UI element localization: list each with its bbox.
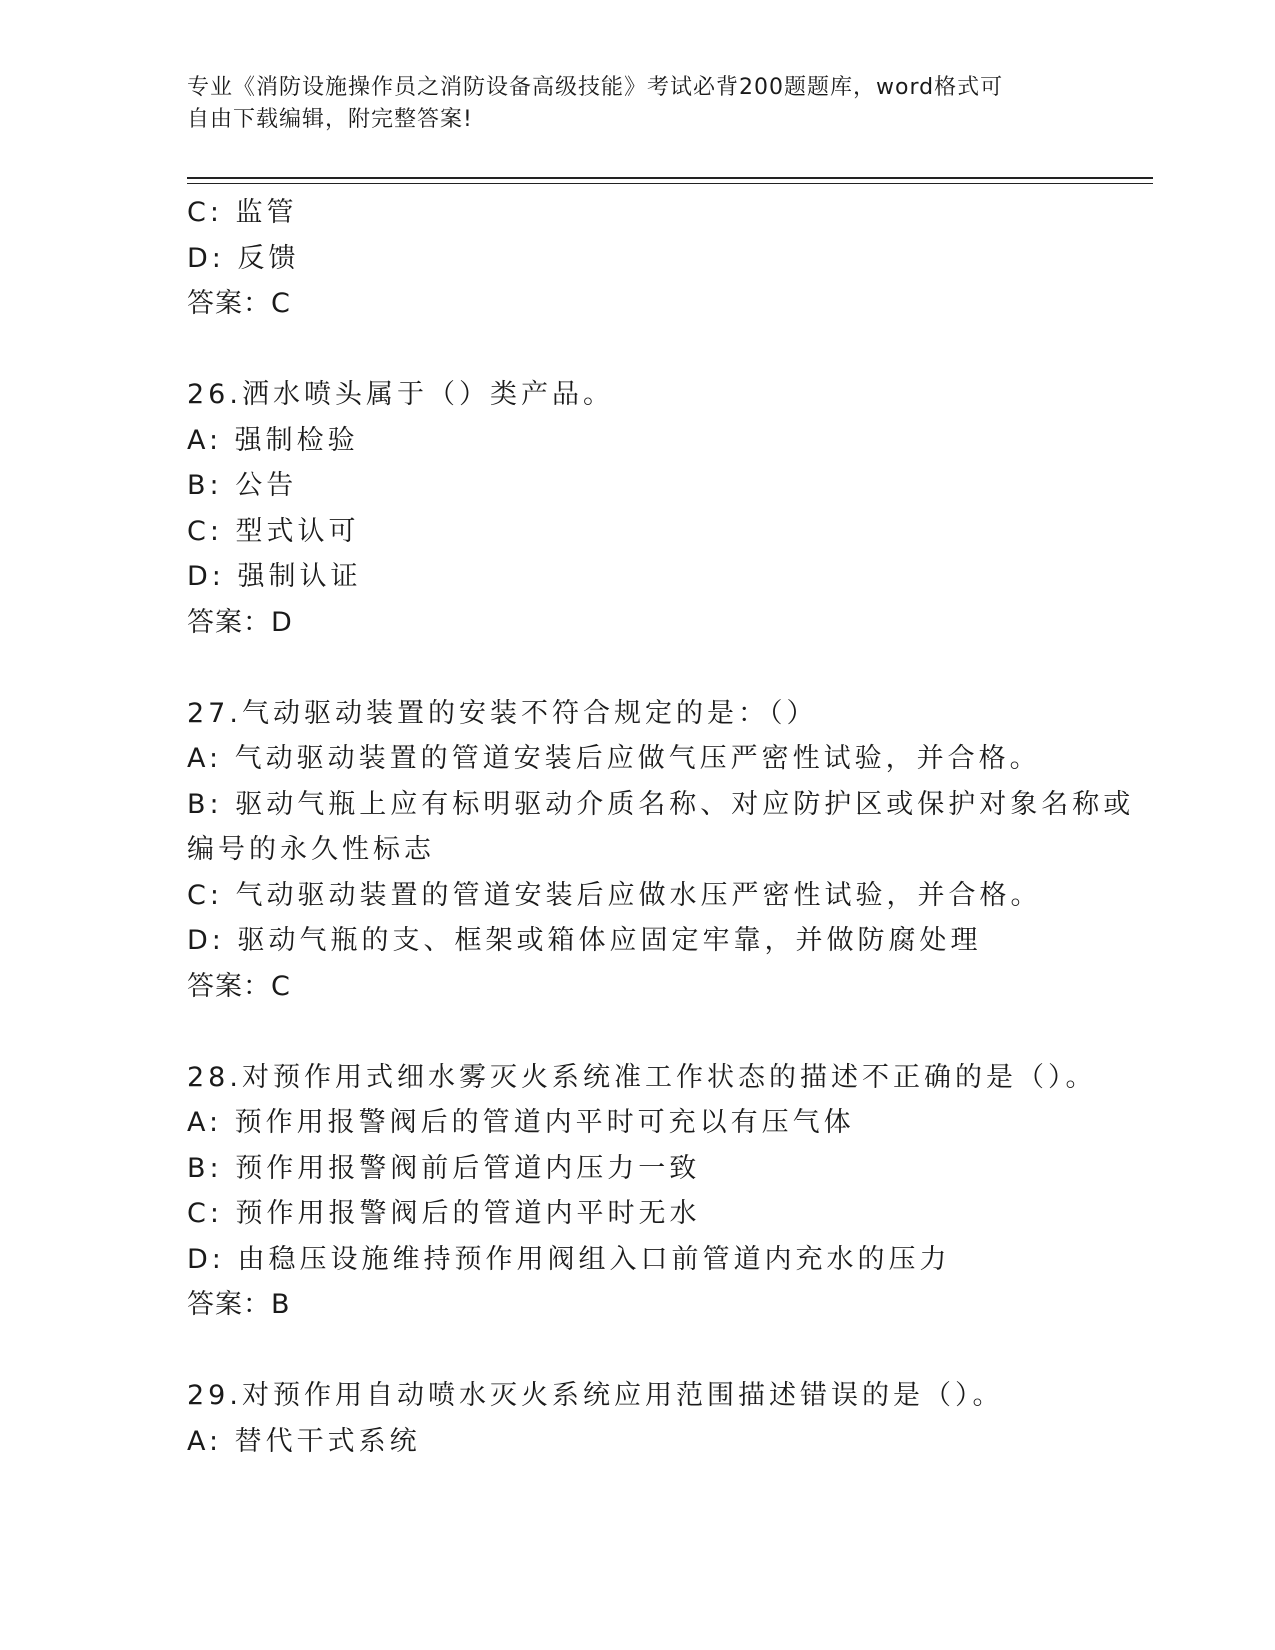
question-28 [187, 1055, 1097, 1328]
question-25-tail [187, 190, 1087, 327]
option-d: D: 由稳压设施维持预作用阀组入口前管道内充水的压力 [187, 1243, 951, 1275]
option-b: B: 预作用报警阀前后管道内压力一致 [187, 1152, 701, 1184]
option-c: C: 监管 [187, 197, 298, 228]
option-c: C: 型式认可 [187, 515, 360, 547]
question-list [187, 190, 1135, 1464]
question-29 [187, 1373, 1087, 1464]
option-d: D: 反馈 [187, 242, 300, 274]
question-stem: 29.对预作用自动喷水灭火系统应用范围描述错误的是（）。 [187, 1380, 1004, 1411]
option-d: D: 强制认证 [187, 561, 362, 592]
answer-label: 答案：C [187, 288, 291, 319]
header-title-line-1: 专业《消防设施操作员之消防设备高级技能》考试必背200题题库，word格式可 [187, 75, 1004, 100]
question-27 [187, 691, 1135, 1010]
option-b: B: 驱动气瓶上应有标明驱动介质名称、对应防护区或保护对象名称或 [187, 788, 1135, 820]
spacer [187, 327, 1087, 373]
spacer [187, 1328, 1087, 1374]
spacer [187, 645, 1087, 691]
document-header [187, 72, 1087, 136]
question-stem: 26.洒水喷头属于（）类产品。 [187, 379, 614, 410]
option-a: A: 强制检验 [187, 424, 359, 456]
option-a: A: 气动驱动装置的管道安装后应做气压严密性试验，并合格。 [187, 743, 1041, 774]
answer-label: 答案：C [187, 970, 291, 1002]
option-c: C: 预作用报警阀后的管道内平时无水 [187, 1198, 701, 1229]
option-c: C: 气动驱动装置的管道安装后应做水压严密性试验，并合格。 [187, 879, 1042, 911]
option-b-continued: 编号的永久性标志 [187, 834, 435, 865]
header-title-line-2: 自由下载编辑，附完整答案! [187, 107, 473, 132]
spacer [187, 1009, 1087, 1055]
answer-label: 答案：B [187, 1289, 291, 1320]
answer-label: 答案：D [187, 606, 293, 638]
option-a: A: 预作用报警阀后的管道内平时可充以有压气体 [187, 1107, 855, 1138]
header-divider-thin [187, 183, 1153, 184]
option-a: A: 替代干式系统 [187, 1425, 421, 1457]
question-stem: 28.对预作用式细水雾灭火系统准工作状态的描述不正确的是（）。 [187, 1061, 1097, 1093]
question-stem: 27.气动驱动装置的安装不符合规定的是：（） [187, 697, 818, 729]
header-divider-thick [187, 177, 1153, 179]
option-b: B: 公告 [187, 470, 298, 501]
question-26 [187, 372, 1087, 645]
option-d: D: 驱动气瓶的支、框架或箱体应固定牢靠，并做防腐处理 [187, 925, 982, 956]
